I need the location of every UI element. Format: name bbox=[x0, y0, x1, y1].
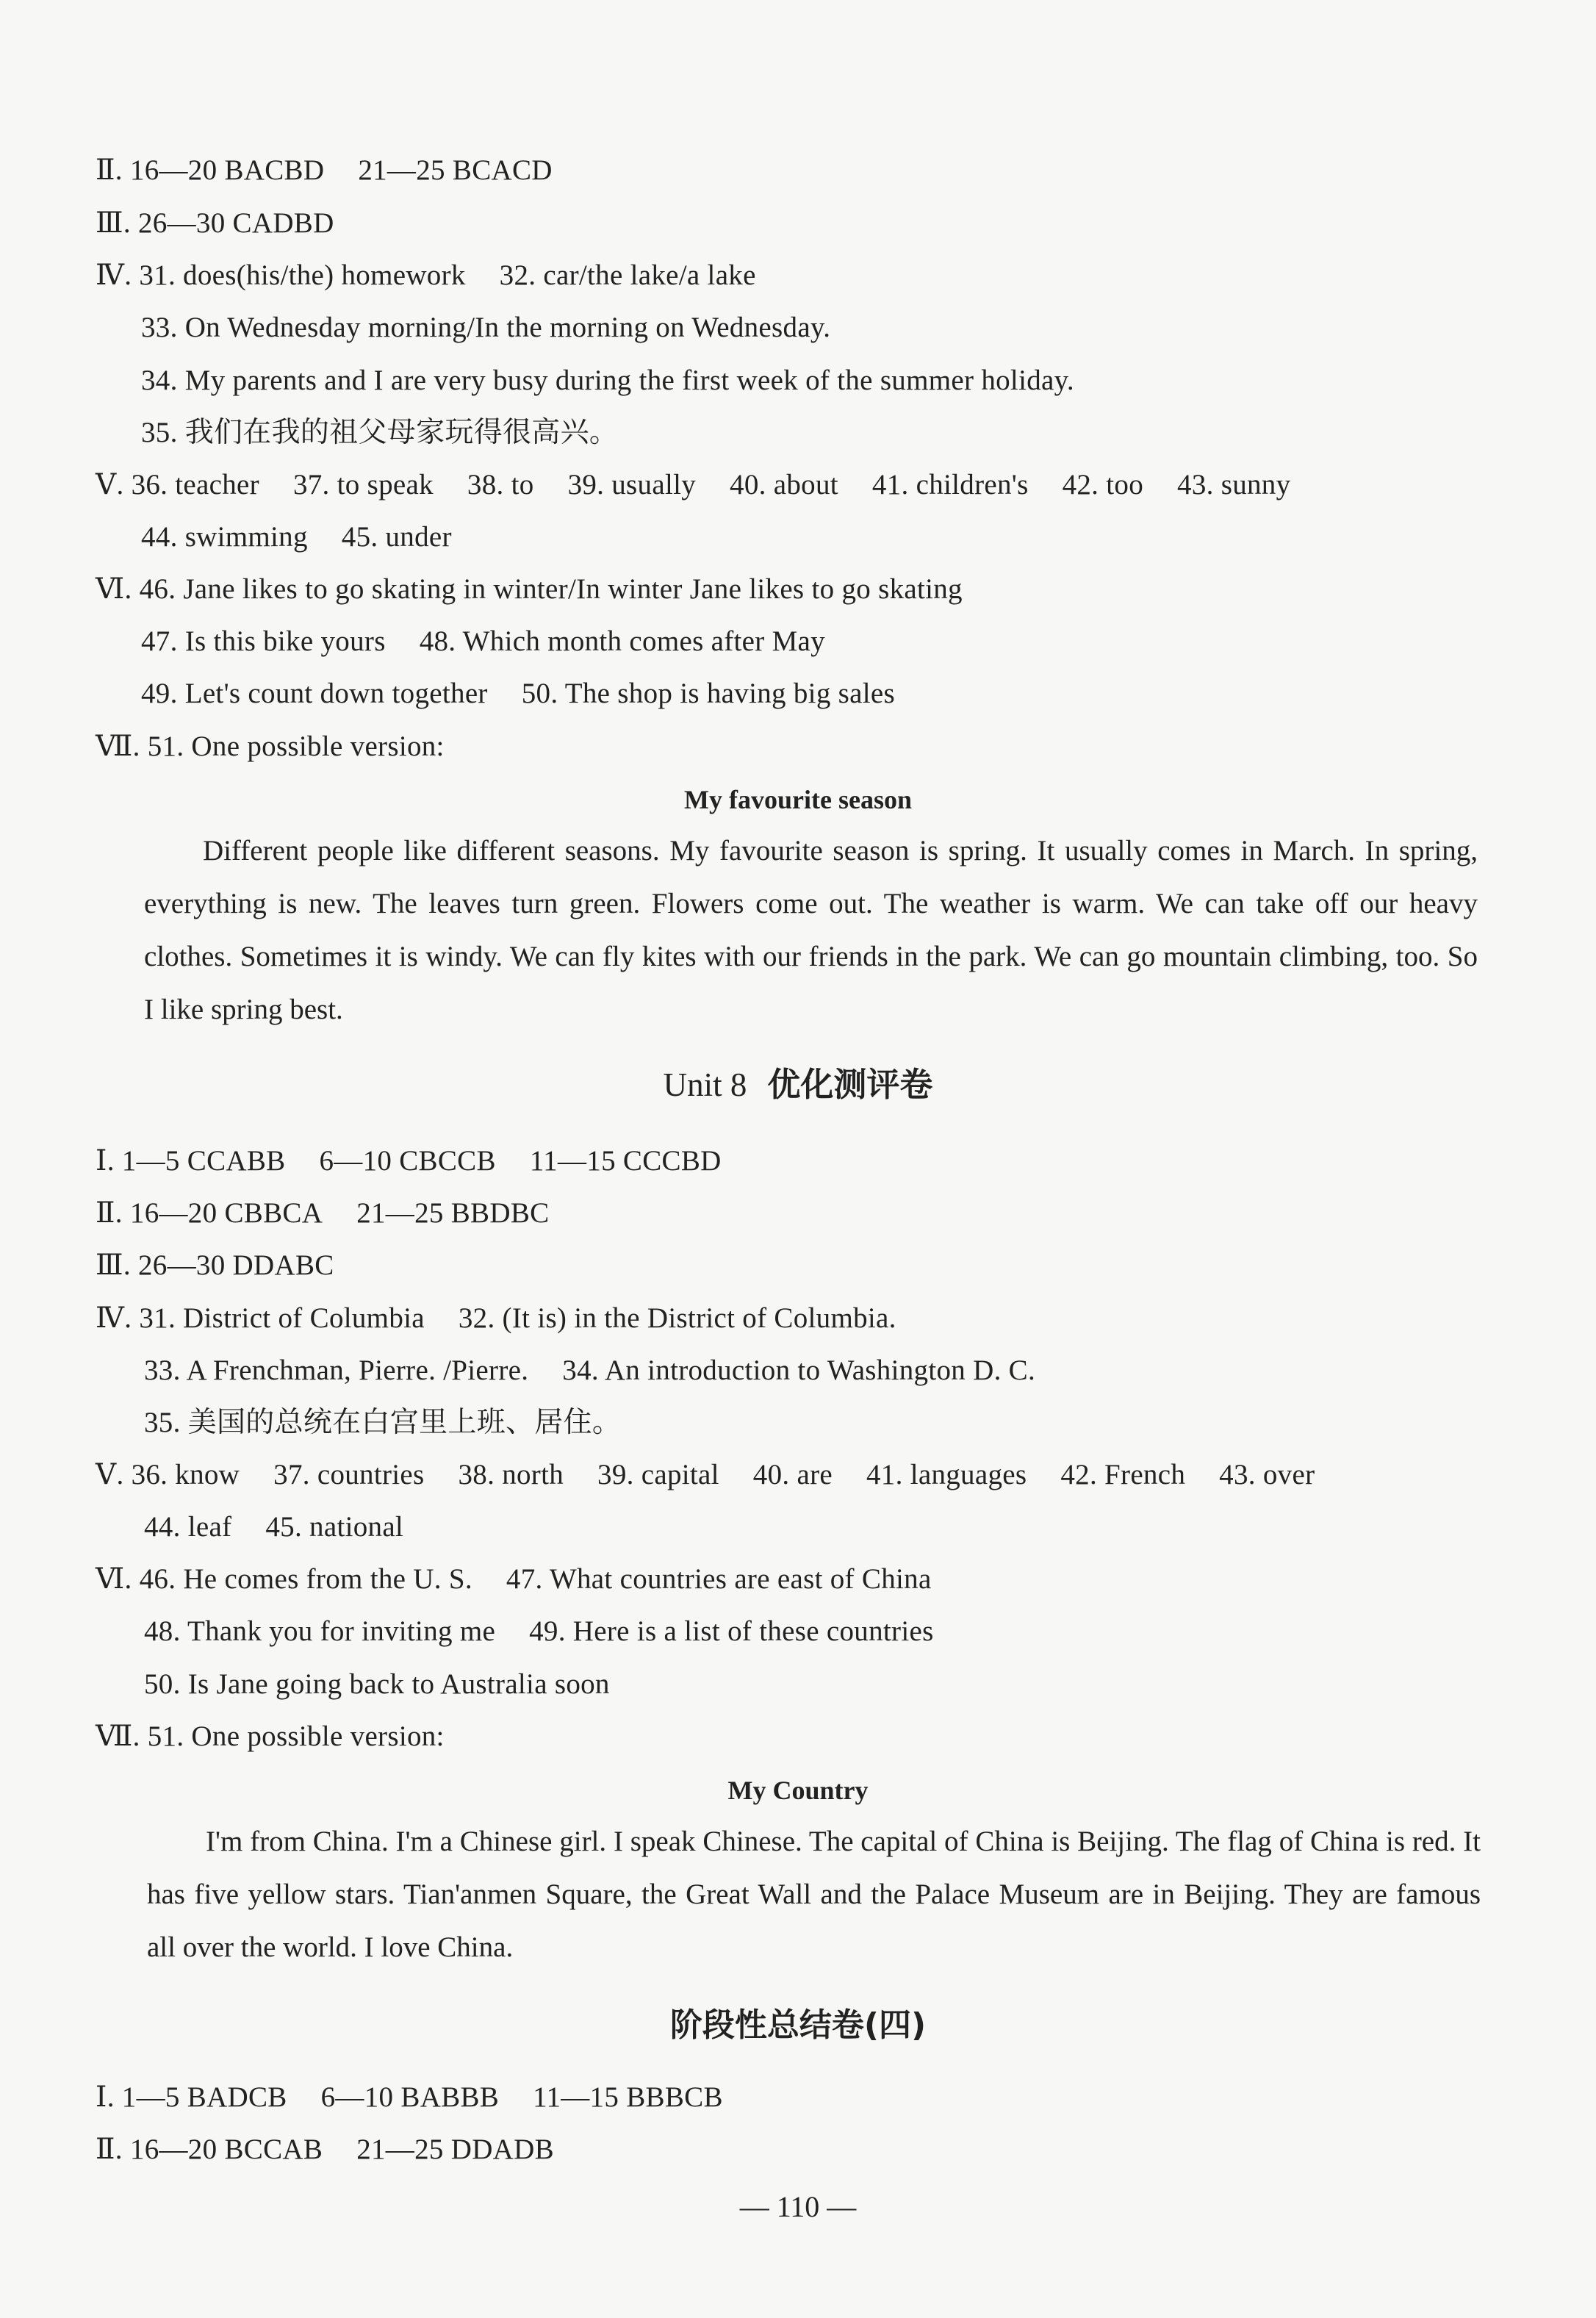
answer-line bbox=[141, 624, 825, 659]
answer-item: 42. too bbox=[1062, 469, 1144, 500]
answer-line bbox=[96, 1562, 932, 1597]
answer-item: 40. about bbox=[730, 469, 838, 500]
answer-item: 6—10 BABBB bbox=[320, 2081, 500, 2113]
answer-item: 37. countries bbox=[273, 1459, 425, 1490]
answer-item: 11—15 BBBCB bbox=[533, 2081, 723, 2113]
answer-line bbox=[96, 467, 1290, 503]
answer-item: 37. to speak bbox=[292, 469, 434, 500]
answer-line bbox=[96, 2080, 723, 2115]
answer-line bbox=[96, 206, 334, 241]
essay-title: My favourite season bbox=[684, 785, 912, 814]
answer-line bbox=[141, 676, 895, 711]
page-number: — 110 — bbox=[739, 2190, 857, 2223]
answer-line bbox=[144, 1667, 610, 1702]
answer-item: 44. swimming bbox=[141, 521, 308, 553]
answer-item: Ⅱ. 16—20 BCCAB bbox=[96, 2134, 323, 2165]
answer-item: Ⅲ. 26—30 CADBD bbox=[96, 207, 334, 239]
answer-line bbox=[141, 415, 618, 451]
answer-item: 49. Let's count down together bbox=[141, 678, 488, 709]
answer-line bbox=[96, 1144, 722, 1179]
essay-paragraph: Different people like different seasons. My favourite season is spring. It usually comes in March. In spring, everything is new. The leaves turn green. Flowers come out. The weather is warm. We can take off our heavy clothes. Sometimes it is windy. We can fly kites with our friends in the park. We can go mountain climbing, too. So I like spring best. bbox=[144, 835, 1478, 1025]
essay-title: My Country bbox=[727, 1776, 869, 1805]
answer-item: 50. Is Jane going back to Australia soon bbox=[144, 1668, 610, 1700]
answer-item: 38. north bbox=[458, 1459, 564, 1490]
unit-title-cn: 优化测评卷 bbox=[767, 1065, 933, 1104]
answer-item: 43. over bbox=[1219, 1459, 1315, 1490]
answer-item: 50. The shop is having big sales bbox=[521, 678, 895, 709]
answer-item: Ⅳ. 31. does(his/the) homework bbox=[96, 259, 466, 291]
answer-item: 21—25 BBDBC bbox=[356, 1197, 550, 1229]
answer-line bbox=[141, 363, 1074, 398]
answer-line bbox=[96, 1301, 896, 1336]
answer-item: Ⅴ. 36. know bbox=[96, 1459, 240, 1490]
answer-item: 32. car/the lake/a lake bbox=[499, 259, 756, 291]
answer-item: Ⅴ. 36. teacher bbox=[96, 469, 259, 500]
answer-item: 35. 我们在我的祖父母家玩得很高兴。 bbox=[141, 417, 619, 448]
answer-item: Ⅵ. 46. He comes from the U. S. bbox=[96, 1563, 472, 1595]
answer-item: Ⅱ. 16—20 CBBCA bbox=[96, 1197, 323, 1229]
answer-item: 21—25 BCACD bbox=[358, 154, 553, 186]
answer-line bbox=[141, 310, 830, 345]
answer-line bbox=[96, 1196, 549, 1231]
answer-item: 33. A Frenchman, Pierre. /Pierre. bbox=[144, 1354, 529, 1386]
answer-line bbox=[96, 2132, 554, 2167]
answer-item: 35. 美国的总统在白宫里上班、居住。 bbox=[144, 1407, 622, 1438]
unit-title-en: Unit 8 bbox=[663, 1066, 747, 1103]
answer-line bbox=[96, 153, 553, 188]
answer-item: Ⅶ. 51. One possible version: bbox=[96, 731, 445, 762]
answer-item: 39. capital bbox=[597, 1459, 719, 1490]
answer-item: 49. Here is a list of these countries bbox=[529, 1615, 934, 1647]
answer-item: Ⅵ. 46. Jane likes to go skating in winter/In winter Jane likes to go skating bbox=[96, 573, 963, 605]
answer-item: 42. French bbox=[1060, 1459, 1186, 1490]
answer-item: Ⅱ. 16—20 BACBD bbox=[96, 154, 325, 186]
answer-item: Ⅲ. 26—30 DDABC bbox=[96, 1249, 334, 1281]
answer-line bbox=[144, 1405, 621, 1440]
answer-item: 6—10 CBCCB bbox=[319, 1145, 496, 1177]
answer-item: 41. children's bbox=[871, 469, 1029, 500]
answer-line bbox=[144, 1353, 1035, 1388]
answer-item: 34. My parents and I are very busy during the first week of the summer holiday. bbox=[141, 365, 1074, 396]
answer-item: 38. to bbox=[467, 469, 534, 500]
essay-paragraph: I'm from China. I'm a Chinese girl. I speak Chinese. The capital of China is Beijing. The flag of China is red. It has five yellow stars. Tian'anmen Square, the Great Wall and the Palace Museum are in Beijing. They are famous all over the world. I love China. bbox=[147, 1826, 1481, 1963]
answer-item: 45. national bbox=[265, 1511, 404, 1543]
answer-line bbox=[96, 1248, 334, 1283]
answer-item: 34. An introduction to Washington D. C. bbox=[562, 1354, 1036, 1386]
answer-line bbox=[141, 520, 452, 555]
answer-line bbox=[96, 258, 756, 293]
answer-item: 41. languages bbox=[866, 1459, 1027, 1490]
section-title: 阶段性总结卷(四) bbox=[669, 2006, 927, 2044]
answer-item: 39. usually bbox=[567, 469, 697, 500]
answer-item: Ⅰ. 1—5 CCABB bbox=[96, 1145, 286, 1177]
answer-line bbox=[96, 1457, 1315, 1493]
answer-item: 48. Which month comes after May bbox=[419, 625, 825, 657]
answer-item: 47. What countries are east of China bbox=[506, 1563, 932, 1595]
answer-item: 48. Thank you for inviting me bbox=[144, 1615, 496, 1647]
answer-item: Ⅳ. 31. District of Columbia bbox=[96, 1302, 425, 1334]
answer-item: 45. under bbox=[341, 521, 452, 553]
answer-item: Ⅶ. 51. One possible version: bbox=[96, 1720, 445, 1752]
answer-item: 21—25 DDADB bbox=[356, 2134, 554, 2165]
answer-item: 43. sunny bbox=[1177, 469, 1291, 500]
answer-line bbox=[144, 1510, 403, 1545]
answer-item: 11—15 CCCBD bbox=[529, 1145, 722, 1177]
answer-line bbox=[96, 572, 963, 607]
answer-item: Ⅰ. 1—5 BADCB bbox=[96, 2081, 287, 2113]
unit-title bbox=[0, 1063, 1596, 1107]
answer-item: 40. are bbox=[752, 1459, 833, 1490]
answer-item: 32. (It is) in the District of Columbia. bbox=[458, 1302, 896, 1334]
answer-line bbox=[96, 729, 445, 764]
answer-item: 44. leaf bbox=[144, 1511, 232, 1543]
answer-line bbox=[96, 1719, 445, 1754]
answer-item: 47. Is this bike yours bbox=[141, 625, 386, 657]
answer-item: 33. On Wednesday morning/In the morning on Wednesday. bbox=[141, 312, 831, 343]
answer-line bbox=[144, 1614, 934, 1649]
